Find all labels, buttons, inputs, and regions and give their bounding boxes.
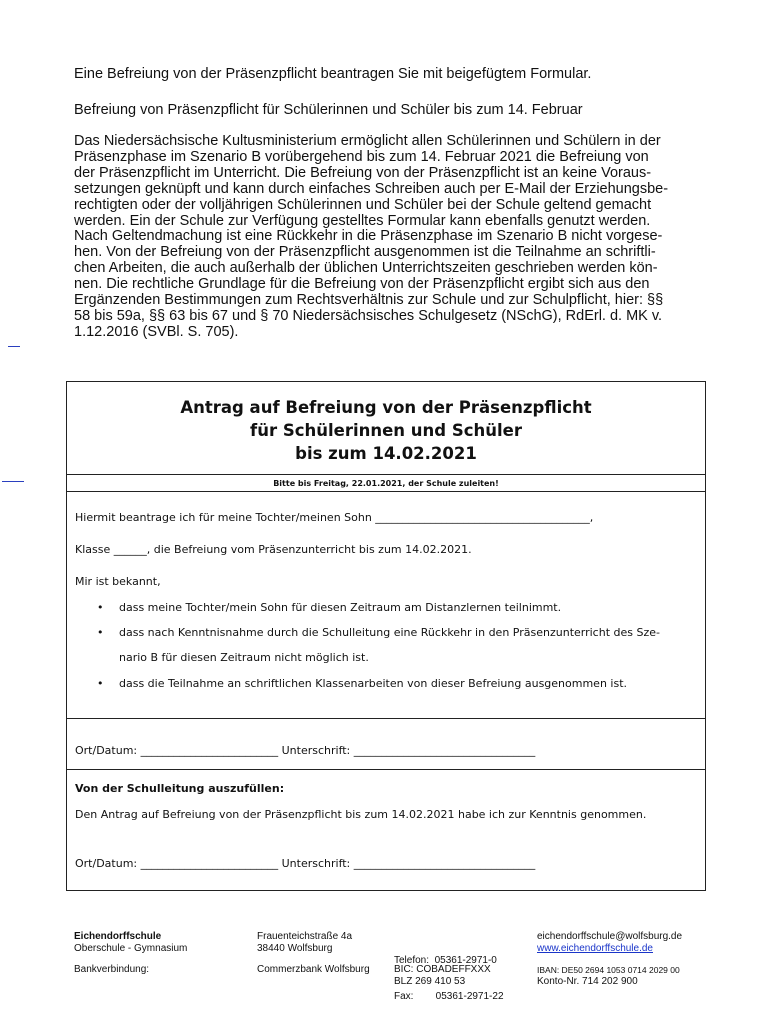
body-line: chen Arbeiten, die auch außerhalb der üblichen Unterrichtszeiten geschrieben werden kön-	[74, 260, 658, 277]
bic: BIC: COBADEFFXXX	[394, 964, 491, 975]
margin-mark	[8, 346, 20, 347]
body-line: setzungen geknüpft und kann durch einfaches Schreiben auch per E-Mail der Erziehungsbe-	[74, 180, 669, 197]
divider	[67, 491, 705, 492]
intro-heading: Eine Befreiung von der Präsenzpflicht beantragen Sie mit beigefügtem Formular.	[74, 66, 592, 82]
divider	[67, 474, 705, 475]
body-line: werden. Ein der Schule zur Verfügung gestelltes Formular kann ebenfalls genutzt werden.	[74, 212, 651, 229]
body-line: Ergänzenden Bestimmungen zum Rechtsverhältnis zur Schule und zur Schulpflicht, hier: §§	[74, 292, 664, 309]
class-line: Klasse ______, die Befreiung vom Präsenzunterricht bis zum 14.02.2021.	[75, 543, 472, 556]
school-heading: Von der Schulleitung auszufüllen:	[75, 782, 285, 795]
divider	[67, 769, 705, 770]
school-type: Oberschule - Gymnasium	[74, 943, 188, 954]
bank-name: Commerzbank Wolfsburg	[257, 964, 370, 975]
school-signature-line[interactable]: Ort/Datum: _________________________ Unterschrift: _________________________________	[75, 857, 536, 870]
body-line: hen. Von der Befreiung von der Präsenzpflicht ausgenommen ist die Teilnahme an schriftli-	[74, 244, 656, 261]
website-link[interactable]: www.eichendorffschule.de	[537, 943, 653, 954]
margin-mark	[2, 481, 24, 482]
footer-bank-codes	[394, 964, 491, 988]
body-line: der Präsenzpflicht im Unterricht. Die Befreiung von der Präsenzpflicht ist an keine Voraus-	[74, 164, 652, 181]
application-form	[66, 381, 706, 891]
body-line: Präsenzphase im Szenario B vorübergehend bis zum 14. Februar 2021 die Befreiung von	[74, 148, 649, 165]
phone: Telefon: 05361-2971-0	[394, 955, 497, 966]
city: 38440 Wolfsburg	[257, 943, 333, 954]
body-line: 1.12.2016 (SVBl. S. 705).	[74, 323, 239, 340]
footer-address	[257, 931, 352, 955]
form-title: Antrag auf Befreiung von der Präsenzpflicht für Schülerinnen und Schüler bis zum 14.02.2021	[180, 398, 592, 463]
bank-label: Bankverbindung:	[74, 964, 150, 975]
bullet-item: dass die Teilnahme an schriftlichen Klassenarbeiten von dieser Befreiung ausgenommen ist.	[119, 677, 628, 690]
bullet-icon: •	[97, 601, 104, 614]
school-text: Den Antrag auf Befreiung von der Präsenzpflicht bis zum 14.02.2021 habe ich zur Kenntnis genommen.	[75, 808, 647, 821]
bullet-icon: •	[97, 626, 104, 639]
body-line: nen. Die rechtliche Grundlage für die Befreiung von der Präsenzpflicht ergibt sich aus den	[74, 276, 650, 293]
street: Frauenteichstraße 4a	[257, 931, 353, 942]
footer-school	[74, 931, 187, 955]
email[interactable]: eichendorffschule@wolfsburg.de	[537, 931, 683, 942]
footer-account	[537, 964, 680, 988]
request-line: Hiermit beantrage ich für meine Tochter/meinen Sohn _______________________________________,	[75, 511, 594, 524]
intro-body	[74, 134, 714, 341]
bullet-item: dass meine Tochter/mein Sohn für diesen Zeitraum am Distanzlernen teilnimmt.	[119, 601, 562, 614]
body-line: Das Niedersächsische Kultusministerium ermöglicht allen Schülerinnen und Schülern in der	[74, 133, 661, 149]
body-line: Nach Geltendmachung ist eine Rückkehr in die Präsenzphase im Szenario B nicht vorgese-	[74, 228, 663, 245]
aware-label: Mir ist bekannt,	[75, 575, 161, 588]
blz: BLZ 269 410 53	[394, 976, 466, 987]
footer-web	[537, 931, 682, 955]
body-line: 58 bis 59a, §§ 63 bis 67 und § 70 Niedersächsisches Schulgesetz (NSchG), RdErl. d. MK v.	[74, 307, 663, 324]
fax: Fax: 05361-2971-22	[394, 991, 504, 1002]
signature-line[interactable]: Ort/Datum: _________________________ Unterschrift: _________________________________	[75, 744, 536, 757]
deadline-note: Bitte bis Freitag, 22.01.2021, der Schule zuleiten!	[273, 479, 499, 488]
school-name: Eichendorffschule	[74, 931, 162, 942]
konto: Konto-Nr. 714 202 900	[537, 976, 638, 987]
intro-subheading: Befreiung von Präsenzpflicht für Schülerinnen und Schüler bis zum 14. Februar	[74, 102, 583, 118]
bullet-icon: •	[97, 677, 104, 690]
divider	[67, 718, 705, 719]
iban: IBAN: DE50 2694 1053 0714 2029 00	[537, 965, 680, 975]
body-line: rechtigten oder der volljährigen Schülerinnen und Schüler bei der Schule geltend gemacht	[74, 196, 652, 213]
bullet-item: dass nach Kenntnisnahme durch die Schulleitung eine Rückkehr in den Präsenzunterricht des Sze- nario B für diesen Zeitraum nicht möglich ist.	[119, 626, 660, 664]
